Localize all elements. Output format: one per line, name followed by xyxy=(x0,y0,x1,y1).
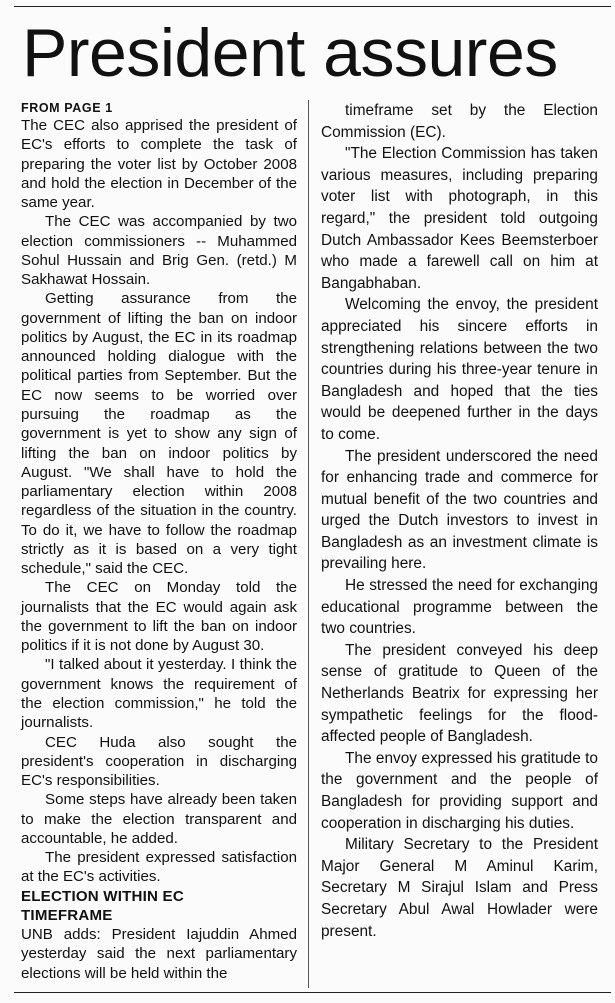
right-paragraph: Military Secretary to the President Major General M Aminul Karim, Secretary M Sirajul Islam and Press Secretary Abul Awal Howlader were present. xyxy=(321,836,598,940)
left-paragraph: Getting assurance from the government of lifting the ban on indoor politics by August, the EC in its roadmap announced holding dialogue with the political parties from September. But the EC now seems to be worried over pursuing the roadmap as the government is yet to show any sign of lifting the ban on indoor politics by August. "We shall have to hold the parliamentary election within 2008 regardless of the situation in the country. To do it, we have to follow the roadmap strictly as it is based on a very tight schedule," said the CEC. xyxy=(21,290,297,578)
left-paragraph: The president expressed satisfaction at the EC's activities. xyxy=(21,849,297,886)
subhead-line: TIMEFRAME xyxy=(21,906,113,924)
left-paragraph: The CEC on Monday told the journalists that the EC would again ask the government to lift the ban on indoor politics if it is not done by August 30. xyxy=(21,579,297,655)
headline: President assures xyxy=(22,15,558,91)
left-paragraph: CEC Huda also sought the president's cooperation in discharging EC's responsibilities. xyxy=(21,733,297,790)
bottom-rule xyxy=(14,992,611,993)
column-divider xyxy=(308,100,309,988)
left-paragraph: "I talked about it yesterday. I think the government knows the requirement of the election commission," he told the journalists. xyxy=(21,656,297,732)
subhead-line: ELECTION WITHIN EC xyxy=(21,887,184,905)
kicker: FROM PAGE 1 xyxy=(21,101,113,115)
right-paragraph: The president conveyed his deep sense of gratitude to Queen of the Netherlands Beatrix for expressing her sympathetic feelings for the flood-affected people of Bangladesh. xyxy=(321,641,598,746)
subhead xyxy=(21,887,297,926)
left-paragraph: Some steps have already been taken to make the election transparent and accountable, he added. xyxy=(21,791,297,847)
left-paragraph: The CEC was accompanied by two election commissioners -- Muhammed Sohul Hussain and Brig Gen. (retd.) M Sakhawat Hossain. xyxy=(21,213,297,289)
right-paragraph: "The Election Commission has taken various measures, including preparing voter list with photograph, in this regard," the president told outgoing Dutch Ambassador Kees Beemsterboer who made a farewell call on him at Bangabhaban. xyxy=(321,145,598,292)
right-paragraph: timeframe set by the Election Commission (EC). xyxy=(321,102,598,141)
top-rule xyxy=(14,6,611,7)
right-paragraph: Welcoming the envoy, the president appreciated his sincere efforts in strengthening relations between the two countries during his three-year tenure in Bangladesh and hoped that the ties would be deepened further in the days to come. xyxy=(321,296,598,443)
left-paragraph: The CEC also apprised the president of EC's efforts to complete the task of preparing the voter list by October 2008 and hold the election in December of the same year. xyxy=(21,117,297,212)
right-paragraph: He stressed the need for exchanging educational programme between the two countries. xyxy=(321,577,598,638)
right-column xyxy=(321,100,598,942)
right-paragraph: The envoy expressed his gratitude to the government and the people of Bangladesh for providing support and cooperation in discharging his duties. xyxy=(321,749,598,832)
left-column xyxy=(21,100,297,983)
unb-paragraph: UNB adds: President Iajuddin Ahmed yesterday said the next parliamentary elections will be held within the xyxy=(21,926,297,982)
right-paragraph: The president underscored the need for enhancing trade and commerce for mutual benefit of the two countries and urged the Dutch investors to invest in Bangladesh as an investment climate is prevailing here. xyxy=(321,447,598,573)
